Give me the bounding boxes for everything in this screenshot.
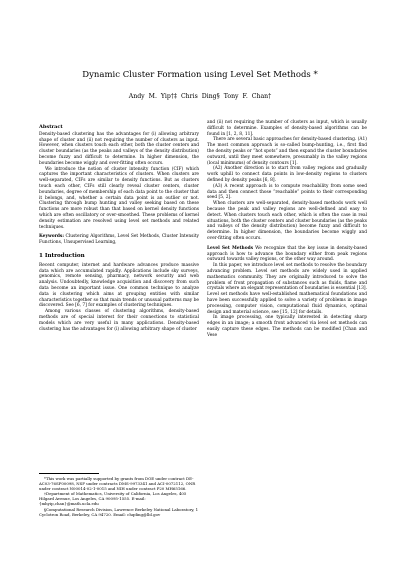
right-paragraph-8: In image processing, one typically interested in detecting sharp edges in an image; a smooth front advanced via level set methods can easily capture these edges. The methods can be modified [Chan and Vese	[207, 315, 367, 338]
right-paragraph-2: There are several basic approaches for density-based clustering. (A1) The most common approach is so-called bump-hunting, i.e., first find the density peaks or “hot spots” and then expand the cluster boundaries outward, until they meet somewhere, presumably in the valley regions (local minimums) of density contours [1].	[207, 137, 367, 166]
right-column	[207, 120, 367, 338]
footnote-2: †Department of Mathematics, University of California, Los Angeles, 405 Hilgard Avenue, Los Angeles, CA 90095-1555. E-mail: {mhyip,chan}@math.ucla.edu	[39, 491, 187, 507]
intro-paragraph-1: Recent computer, internet and hardware advances produce massive data which are accumulated rapidly. Applications include sky surveys, genomics, remote sensing, pharmacy, network security and web analysis. Undoubtedly, knowledge acquisition and discovery from such data become an important issue. One common technique to analyze data is clustering which aims at grouping entities with similar characteristics together so that main trends or unusual patterns may be discovered. See [6, 7] for examples of clustering techniques.	[39, 262, 199, 309]
footnotes	[39, 470, 199, 517]
right-paragraph-5: When clusters are well-separated, density-based methods work well because the peak and valley regions are well-defined and easy to detect. When clusters touch each other, which is often the case in real situations, both the cluster centers and cluster boundaries (as the peaks and valleys of the density distribution) become fuzzy and difficult to determine. In higher dimension, the boundaries become wiggly and over-fitting often occurs.	[207, 201, 367, 241]
levelset-paragraph	[207, 246, 367, 263]
paper-title: Dynamic Cluster Formation using Level Set Methods *	[82, 70, 318, 80]
section-heading-introduction: 1 Introduction	[39, 252, 85, 259]
abstract-paragraph-2: We introduce the notion of cluster intensity function (CIF) which captures the important characteristics of clusters. When clusters are well-separated, CIFs are similar to density functions. But as clusters touch each other, CIFs still clearly reveal cluster centers, cluster boundaries, degree of membership of each data point to the cluster that it belongs, and, whether a certain data point is an outlier or not. Clustering through bump hunting and valley seeking based on these functions are more robust than that based on kernel density functions which are often oscillatory or over-smoothed. These problems of kernel density estimation are resolved using level set methods and related techniques.	[39, 166, 199, 230]
footnote-rule	[39, 473, 99, 474]
footnote-3: §Computational Research Division, Lawrence Berkeley National Laboratory, 1 Cyclotron Road, Berkeley, CA 94720. Email: chqding@lbl.gov	[39, 506, 199, 517]
levelset-text: We recognize that the key issue in density-based approach is how to advance the boundary either from peak regions outward towards valley regions, or the other way around.	[207, 245, 367, 263]
left-column	[39, 120, 199, 332]
right-paragraph-7: In this paper, we introduce level set methods to resolve the boundary advancing problem. Level set methods are widely used in applied mathematics community. They are originally introduced to solve the problem of front propagation of substances such as fluids, flame and crystals where an elegant representation of boundaries is essential [13]. Level set methods have well-established mathematical foundations and have been successfully applied to solve a variety of problems in image processing, computer vision, computational fluid dynamics, optimal design and material science, see [15, 12] for details.	[207, 263, 367, 315]
keywords-label: Keywords:	[39, 234, 64, 240]
footnote-1: *This work was partially supported by grants from DOE under contract DE-AC03-76SF00098, NSF under contracts DMS-9973341 and ACI-0072112, ONR under contract N00014-02-1-0015 and NIH under contract P20 MH65166.	[39, 476, 196, 492]
abstract-heading: Abstract	[39, 124, 63, 130]
abstract-paragraph-1: Density-based clustering has the advantages for (i) allowing arbitrary shape of cluster and (ii) not requiring the number of clusters as input. However, when clusters touch each other, both the cluster centers and cluster boundaries (as the peaks and valleys of the density distribution) become fuzzy and difficult to determine. In higher dimension, the boundaries become wiggly and over-fitting often occurs.	[39, 131, 199, 166]
right-paragraph-3: (A2) Another direction is to start from valley regions and gradually work uphill to connect data points in low-density regions to clusters defined by density peaks [6, 8].	[207, 166, 367, 183]
keywords-text: Clustering Algorithms, Level Set Methods, Cluster Intensity Functions, Unsupervised Learning,	[39, 234, 199, 246]
right-paragraph-4: (A3) A recent approach is to compute reachability from some seed data and then connect those “reachable” points to their corresponding seed [5, 2].	[207, 183, 367, 201]
levelset-heading: Level Set Methods	[207, 245, 254, 251]
keywords	[39, 234, 199, 246]
right-paragraph-1: and (ii) not requiring the number of clusters as input, which is usually difficult to determine. Examples of density-based algorithms can be found in [1, 2, 8, 11].	[207, 120, 367, 137]
paper-authors: Andy M. Yip†‡ Chris Ding§ Tony F. Chan†	[128, 93, 272, 100]
intro-paragraph-2: Among various classes of clustering algorithms, density-based methods are of special interest for their connections to statistical models which are very useful in many applications. Density-based clustering has the advantages for (i) allowing arbitrary shape of cluster	[39, 309, 199, 332]
